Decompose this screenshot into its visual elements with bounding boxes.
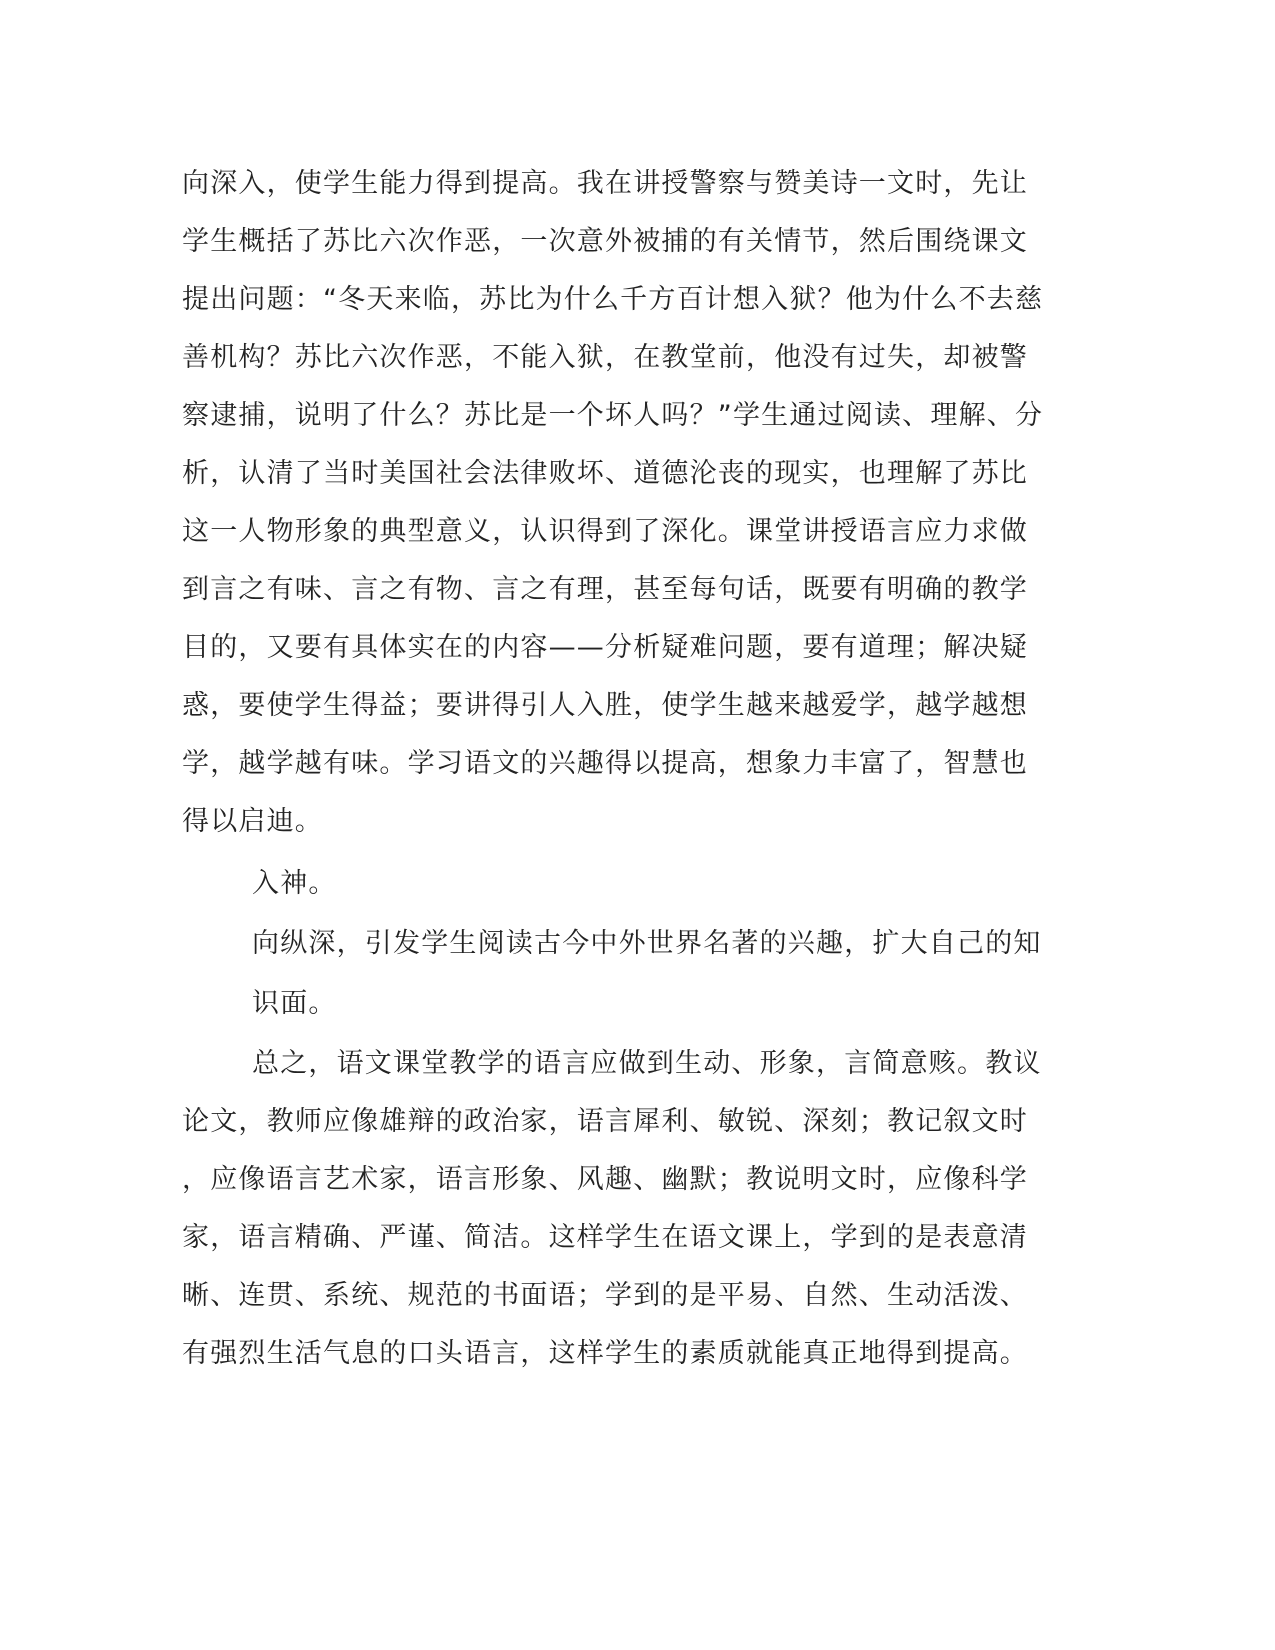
text-line: 家，语言精确、严谨、简洁。这样学生在语文课上，学到的是表意清 [182, 1222, 1028, 1253]
text-line: 惑，要使学生得益；要讲得引人入胜，使学生越来越爱学，越学越想 [182, 690, 1028, 721]
text-line: 向深入，使学生能力得到提高。我在讲授警察与赞美诗一文时，先让 [182, 168, 1028, 199]
text-line: 得以启迪。 [182, 806, 323, 837]
text-line: 这一人物形象的典型意义，认识得到了深化。课堂讲授语言应力求做 [182, 516, 1028, 547]
text-line: 向纵深，引发学生阅读古今中外世界名著的兴趣，扩大自己的知 [252, 928, 1042, 959]
text-line: 学生概括了苏比六次作恶，一次意外被捕的有关情节，然后围绕课文 [182, 226, 1028, 257]
text-line: 晰、连贯、系统、规范的书面语；学到的是平易、自然、生动活泼、 [182, 1280, 1028, 1311]
text-line: 有强烈生活气息的口头语言，这样学生的素质就能真正地得到提高。 [182, 1338, 1028, 1369]
text-line: 察逮捕，说明了什么？苏比是一个坏人吗？”学生通过阅读、理解、分 [182, 400, 1044, 431]
text-line: 论文，教师应像雄辩的政治家，语言犀利、敏锐、深刻；教记叙文时 [182, 1106, 1028, 1137]
text-line: 目的，又要有具体实在的内容——分析疑难问题，要有道理；解决疑 [182, 632, 1028, 663]
text-line: ，应像语言艺术家，语言形象、风趣、幽默；教说明文时，应像科学 [182, 1164, 1028, 1195]
text-line: 总之，语文课堂教学的语言应做到生动、形象，言简意赅。教议 [252, 1048, 1042, 1079]
text-line: 善机构？苏比六次作恶，不能入狱，在教堂前，他没有过失，却被警 [182, 342, 1028, 373]
text-line: 到言之有味、言之有物、言之有理，甚至每句话，既要有明确的教学 [182, 574, 1028, 605]
text-line: 提出问题：“冬天来临，苏比为什么千方百计想入狱？他为什么不去慈 [182, 284, 1044, 315]
text-line: 入神。 [252, 868, 337, 899]
text-line: 析，认清了当时美国社会法律败坏、道德沦丧的现实，也理解了苏比 [182, 458, 1028, 489]
text-line: 学，越学越有味。学习语文的兴趣得以提高，想象力丰富了，智慧也 [182, 748, 1028, 779]
text-line: 识面。 [252, 988, 337, 1019]
